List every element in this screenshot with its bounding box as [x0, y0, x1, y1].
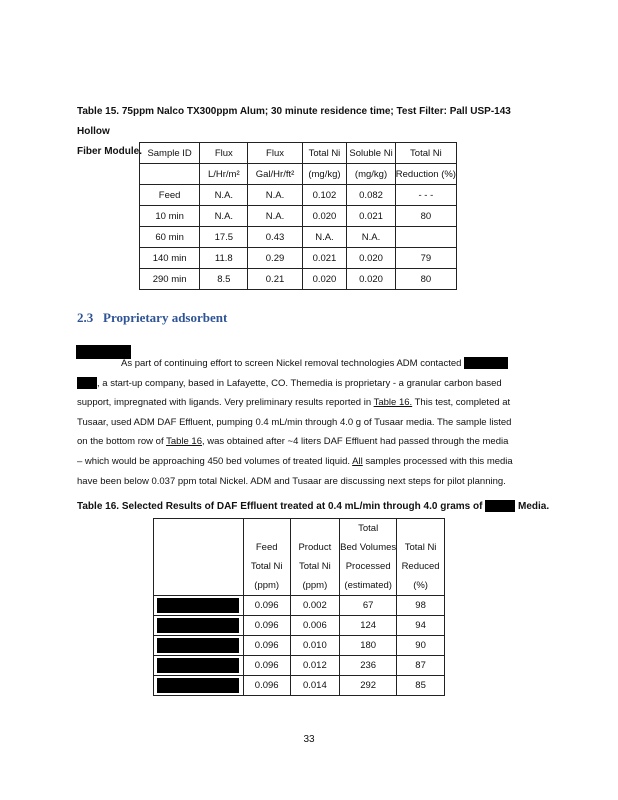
table-cell: 0.096: [243, 616, 290, 636]
table16-header-cell: [243, 519, 290, 539]
table15-caption-line2: Fiber Module.: [77, 146, 142, 157]
paragraph-line: [77, 393, 537, 413]
table15-header-cell: (mg/kg): [347, 164, 396, 185]
section-heading: [77, 310, 227, 326]
table-cell: 87: [397, 656, 445, 676]
redaction-block: [485, 500, 515, 512]
table-cell: 0.096: [243, 656, 290, 676]
table16-header-cell: Reduced: [397, 557, 445, 576]
table16-link[interactable]: Table 16: [166, 436, 202, 448]
redaction-block: [157, 618, 239, 633]
table-cell: 0.012: [290, 656, 340, 676]
table15-header-cell: [140, 164, 200, 185]
table-cell: Feed: [140, 185, 200, 206]
paragraph-text: , was obtained after ~4 liters DAF Effluent had passed through the media: [202, 436, 509, 448]
table-cell: N.A.: [248, 185, 302, 206]
table16-header-cell: Total Ni: [290, 557, 340, 576]
table16-header-cell: Processed: [340, 557, 397, 576]
table16-header-cell: Total Ni: [243, 557, 290, 576]
paragraph-line: [77, 452, 537, 472]
paragraph-line: have been below 0.037 ppm total Nickel. ADM and Tusaar are discussing next steps for pilot planning.: [77, 475, 506, 487]
table-cell: 60 min: [140, 227, 200, 248]
table-cell: 0.021: [347, 206, 396, 227]
table-row: [140, 269, 457, 290]
table-cell: 67: [340, 596, 397, 616]
table-cell: 85: [397, 676, 445, 696]
table15-header-cell: Soluble Ni: [347, 143, 396, 164]
table-cell: - - -: [395, 185, 456, 206]
paragraph-text: samples processed with this media: [362, 455, 513, 467]
table-cell: 290 min: [140, 269, 200, 290]
table-row: [154, 636, 445, 656]
table-cell: 17.5: [200, 227, 248, 248]
table16-header-cell: Product: [290, 538, 340, 557]
table-cell: 0.21: [248, 269, 302, 290]
table15-header-cell: Gal/Hr/ft²: [248, 164, 302, 185]
table-cell: 0.020: [302, 269, 347, 290]
table15-header-cell: Reduction (%): [395, 164, 456, 185]
redacted-sample-cell: [154, 596, 244, 616]
table-cell: N.A.: [347, 227, 396, 248]
paragraph-text: support, impregnated with ligands. Very preliminary results reported in: [77, 397, 374, 409]
table15-header-cell: Flux: [248, 143, 302, 164]
table-cell: 292: [340, 676, 397, 696]
table15-header-cell: Sample ID: [140, 143, 200, 164]
table-cell: 8.5: [200, 269, 248, 290]
table16-header-cell: (ppm): [290, 576, 340, 596]
table-row: [140, 248, 457, 269]
redaction-block: [157, 638, 239, 653]
table-cell: 0.006: [290, 616, 340, 636]
table16-header-cell: [154, 519, 244, 596]
table16-header-cell: (%): [397, 576, 445, 596]
table-cell: 0.096: [243, 636, 290, 656]
redaction-block: [157, 598, 239, 613]
paragraph-text: This test, completed at: [412, 397, 511, 409]
paragraph-text: on the bottom row of: [77, 436, 167, 448]
paragraph-text: All: [352, 455, 363, 467]
table-cell: N.A.: [248, 206, 302, 227]
table-cell: 0.020: [347, 248, 396, 269]
caption-text: Media.: [518, 501, 550, 512]
redaction-block: [464, 357, 508, 369]
table-cell: 0.102: [302, 185, 347, 206]
table15-header-row: [140, 143, 457, 164]
table15-header-cell: Total Ni: [395, 143, 456, 164]
redacted-sample-cell: [154, 656, 244, 676]
table-row: [154, 676, 445, 696]
table-cell: 0.43: [248, 227, 302, 248]
paragraph-line: [77, 354, 537, 374]
caption-text: Table 16. Selected Results of DAF Effluent treated at 0.4 mL/min through 4.0 grams of: [77, 501, 483, 512]
table-cell: N.A.: [200, 206, 248, 227]
redaction-block: [77, 377, 97, 389]
table-cell: 124: [340, 616, 397, 636]
table-cell: 0.014: [290, 676, 340, 696]
table-cell: 0.29: [248, 248, 302, 269]
table-cell: 80: [395, 206, 456, 227]
table16-header-cell: (estimated): [340, 576, 397, 596]
table-cell: 0.010: [290, 636, 340, 656]
table15-header-row: [140, 164, 457, 185]
table16-caption: [77, 497, 549, 517]
table16-header-cell: Bed Volumes: [340, 538, 397, 557]
table-cell: 236: [340, 656, 397, 676]
table-row: [154, 596, 445, 616]
table-cell: 79: [395, 248, 456, 269]
table-cell: 0.002: [290, 596, 340, 616]
table-cell: [395, 227, 456, 248]
table-cell: 180: [340, 636, 397, 656]
paragraph-text: , a start-up company, based in Lafayette, CO. Themedia is proprietary - a granular carbon based: [97, 377, 502, 389]
table16-header-cell: Feed: [243, 538, 290, 557]
table16-header-cell: Total: [340, 519, 397, 539]
redaction-block: [157, 658, 239, 673]
table-cell: N.A.: [302, 227, 347, 248]
redaction-block: [157, 678, 239, 693]
paragraph-line: Tusaar, used ADM DAF Effluent, pumping 0.4 mL/min through 4.0 g of Tusaar media. The sample listed: [77, 416, 512, 428]
table-cell: 10 min: [140, 206, 200, 227]
table-cell: 0.020: [302, 206, 347, 227]
table-cell: 0.096: [243, 676, 290, 696]
table-cell: 98: [397, 596, 445, 616]
table-row: [154, 656, 445, 676]
table-cell: 140 min: [140, 248, 200, 269]
body-paragraph: [77, 354, 537, 491]
paragraph-line: [77, 374, 537, 394]
table16-header-cell: [290, 519, 340, 539]
table15-header-cell: Flux: [200, 143, 248, 164]
table-cell: 0.096: [243, 596, 290, 616]
table-row: [154, 616, 445, 636]
section-title: Proprietary adsorbent: [103, 310, 228, 325]
table16-header-cell: (ppm): [243, 576, 290, 596]
table-row: [140, 185, 457, 206]
table15-header-cell: L/Hr/m²: [200, 164, 248, 185]
redacted-sample-cell: [154, 676, 244, 696]
paragraph-text: – which would be approaching 450 bed volumes of treated liquid.: [77, 455, 353, 467]
table15-header-cell: Total Ni: [302, 143, 347, 164]
section-number: 2.3: [77, 310, 94, 325]
redacted-sample-cell: [154, 616, 244, 636]
table15-header-cell: (mg/kg): [302, 164, 347, 185]
table16-link[interactable]: Table 16.: [373, 397, 413, 409]
paragraph-text: As part of continuing effort to screen Nickel removal technologies ADM contacted: [121, 358, 462, 369]
table-cell: 94: [397, 616, 445, 636]
table-cell: N.A.: [200, 185, 248, 206]
table-cell: 90: [397, 636, 445, 656]
table-row: [140, 227, 457, 248]
table-cell: 11.8: [200, 248, 248, 269]
page-number: 33: [303, 734, 315, 745]
table16-header-row: [154, 519, 445, 539]
table-cell: 0.021: [302, 248, 347, 269]
table16-header-cell: Total Ni: [397, 538, 445, 557]
table15-caption-line1: Table 15. 75ppm Nalco TX300ppm Alum; 30 minute residence time; Test Filter: Pall USP-143 Hollow: [77, 106, 511, 137]
table-cell: 0.082: [347, 185, 396, 206]
paragraph-line: [77, 432, 537, 452]
table16-header-cell: [397, 519, 445, 539]
table-row: [140, 206, 457, 227]
table16: [153, 518, 445, 696]
table15: [139, 142, 457, 290]
table-cell: 80: [395, 269, 456, 290]
table-cell: 0.020: [347, 269, 396, 290]
redacted-sample-cell: [154, 636, 244, 656]
